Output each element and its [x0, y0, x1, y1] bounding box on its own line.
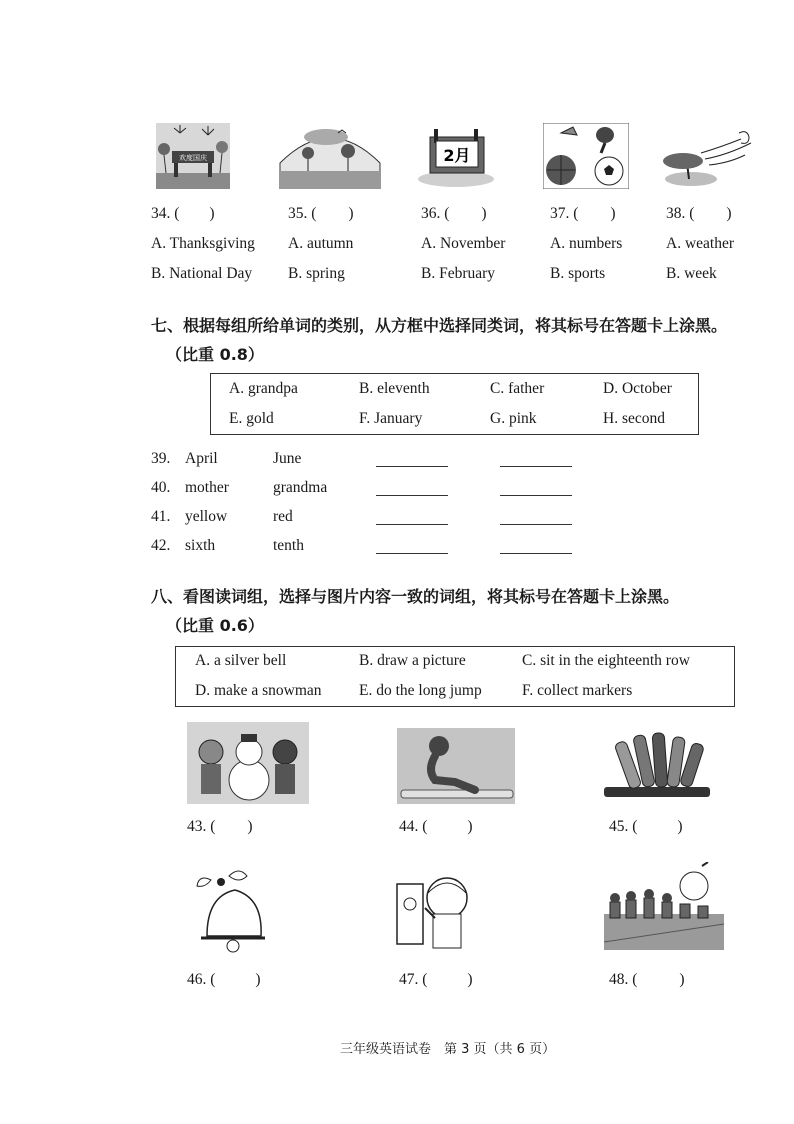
q38-option-b[interactable]: B. week — [666, 265, 717, 282]
q-paren-close: ) — [726, 205, 732, 222]
q-paren-close: ) — [610, 205, 616, 222]
q41-word1: yellow — [185, 508, 228, 525]
kids-snowman-icon — [187, 722, 309, 804]
q-number: 34. ( — [151, 205, 180, 222]
q40-word1: mother — [185, 479, 229, 496]
q-paren-close: ) — [348, 205, 354, 222]
s8-option: E. do the long jump — [359, 682, 482, 699]
q-paren-close: ) — [255, 971, 261, 988]
svg-text:欢度国庆: 欢度国庆 — [179, 154, 207, 162]
q39-blank-2[interactable] — [500, 466, 572, 467]
q42-word1: sixth — [185, 537, 216, 554]
s7-option: C. father — [490, 380, 545, 397]
page-footer: 三年级英语试卷 第 3 页（共 6 页） — [340, 1042, 556, 1057]
q39-word2: June — [273, 450, 302, 467]
q-paren-close: ) — [677, 818, 683, 835]
sports-balls-icon — [543, 123, 629, 189]
s8-option: B. draw a picture — [359, 652, 466, 669]
section8-weight: （比重 0.6） — [166, 616, 264, 635]
s8-option: C. sit in the eighteenth row — [522, 652, 690, 669]
q-number: 38. ( — [666, 205, 695, 222]
q35[interactable] — [288, 205, 354, 223]
q-paren-close: ) — [209, 205, 215, 222]
q34-option-a[interactable]: A. Thanksgiving — [151, 235, 255, 252]
q41-blank-2[interactable] — [500, 524, 572, 525]
long-jump-icon — [397, 728, 515, 804]
q-number: 48. ( — [609, 971, 638, 988]
national-day-gate-icon — [156, 123, 230, 189]
q42-number: 42. — [151, 537, 171, 554]
q40-word2: grandma — [273, 479, 328, 496]
wind-weather-icon — [661, 123, 759, 189]
markers-icon — [602, 723, 712, 803]
q43[interactable] — [187, 818, 253, 836]
q45[interactable] — [609, 818, 683, 836]
q36-option-b[interactable]: B. February — [421, 265, 496, 282]
q-paren-close: ) — [467, 971, 473, 988]
calendar-february-icon — [416, 123, 496, 189]
calendar-text: 2月 — [443, 146, 471, 165]
q35-option-b[interactable]: B. spring — [288, 265, 345, 282]
s7-option: A. grandpa — [229, 380, 298, 397]
q36-option-a[interactable]: A. November — [421, 235, 506, 252]
boy-drawing-icon — [395, 868, 475, 954]
q42-word2: tenth — [273, 537, 304, 554]
q42-blank-2[interactable] — [500, 553, 572, 554]
q-paren-close: ) — [467, 818, 473, 835]
s8-option: A. a silver bell — [195, 652, 287, 669]
silver-bell-icon — [185, 866, 269, 954]
q-number: 35. ( — [288, 205, 317, 222]
q37-option-b[interactable]: B. sports — [550, 265, 606, 282]
q40-number: 40. — [151, 479, 171, 496]
s8-option: D. make a snowman — [195, 682, 322, 699]
s7-option: D. October — [603, 380, 672, 397]
q35-option-a[interactable]: A. autumn — [288, 235, 354, 252]
spring-landscape-icon — [278, 123, 382, 189]
q34[interactable] — [151, 205, 215, 223]
section8-title: 八、看图读词组，选择与图片内容一致的词组，将其标号在答题卡上涂黑。 — [151, 587, 680, 606]
q-number: 47. ( — [399, 971, 428, 988]
q48[interactable] — [609, 971, 685, 989]
q37[interactable] — [550, 205, 616, 223]
s7-option: E. gold — [229, 410, 274, 427]
q-number: 44. ( — [399, 818, 428, 835]
q-number: 43. ( — [187, 818, 216, 835]
q40-blank-1[interactable] — [376, 495, 448, 496]
q41-blank-1[interactable] — [376, 524, 448, 525]
q44[interactable] — [399, 818, 473, 836]
q-number: 36. ( — [421, 205, 450, 222]
s7-option: H. second — [603, 410, 665, 427]
theater-seats-icon — [604, 862, 724, 952]
q41-number: 41. — [151, 508, 171, 525]
s7-option: G. pink — [490, 410, 537, 427]
q38-option-a[interactable]: A. weather — [666, 235, 734, 252]
s7-option: B. eleventh — [359, 380, 430, 397]
q-paren-close: ) — [247, 818, 253, 835]
q-number: 37. ( — [550, 205, 579, 222]
q34-option-b[interactable]: B. National Day — [151, 265, 253, 282]
s8-option: F. collect markers — [522, 682, 633, 699]
q38[interactable] — [666, 205, 732, 223]
q-paren-close: ) — [481, 205, 487, 222]
q36[interactable] — [421, 205, 487, 223]
q-paren-close: ) — [679, 971, 685, 988]
q39-word1: April — [185, 450, 218, 467]
q46[interactable] — [187, 971, 261, 989]
q40-blank-2[interactable] — [500, 495, 572, 496]
q37-option-a[interactable]: A. numbers — [550, 235, 623, 252]
q39-blank-1[interactable] — [376, 466, 448, 467]
q41-word2: red — [273, 508, 293, 525]
q42-blank-1[interactable] — [376, 553, 448, 554]
q-number: 45. ( — [609, 818, 638, 835]
q-number: 46. ( — [187, 971, 216, 988]
q47[interactable] — [399, 971, 473, 989]
section7-title: 七、根据每组所给单词的类别，从方框中选择同类词，将其标号在答题卡上涂黑。 — [151, 316, 728, 335]
section7-weight: （比重 0.8） — [166, 345, 264, 364]
q39-number: 39. — [151, 450, 171, 467]
s7-option: F. January — [359, 410, 423, 427]
